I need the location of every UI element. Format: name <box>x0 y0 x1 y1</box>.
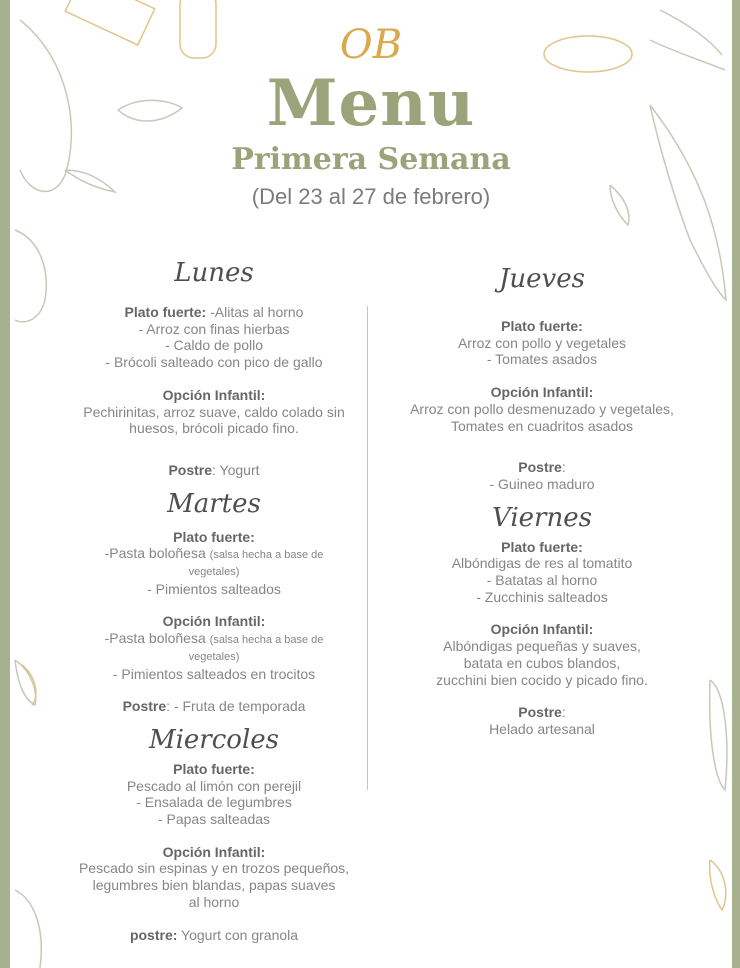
dish-note: (salsa hecha a base de <box>209 634 324 647</box>
dish-line: -Pasta boloñesa <box>104 630 210 647</box>
dessert-label: Postre <box>122 698 167 715</box>
dessert-separator: : <box>561 704 566 721</box>
main-dish-label: Plato fuerte: <box>501 538 583 555</box>
day-martes <box>54 487 374 715</box>
dish-line: -Pasta boloñesa <box>104 545 210 562</box>
day-lunes <box>54 256 374 479</box>
dish-line: - Papas salteadas <box>157 811 271 828</box>
main-dish <box>382 318 702 368</box>
day-heading: Miercoles <box>148 724 279 755</box>
dish-line: al horno <box>188 893 240 910</box>
dessert <box>382 459 702 492</box>
dish-note: vegetales) <box>188 650 240 663</box>
main-dish-label: Plato fuerte: <box>124 304 207 320</box>
dessert-label: postre: <box>129 926 178 943</box>
dessert-value: Yogurt con granola <box>177 926 299 943</box>
kids-option <box>54 387 374 437</box>
kids-option <box>382 621 702 688</box>
dessert-label: Postre <box>168 461 213 478</box>
right-column <box>382 262 702 754</box>
kids-option <box>54 844 374 911</box>
dish-line: - Pimientos salteados en trocitos <box>112 665 316 682</box>
kids-option-label: Opción Infantil: <box>162 386 266 403</box>
date-range: (Del 23 al 27 de febrero) <box>251 184 491 209</box>
dish-note: (salsa hecha a base de <box>209 549 324 562</box>
week-subtitle: Primera Semana <box>231 142 511 177</box>
dessert-separator: : <box>561 459 566 476</box>
dish-line: batata en cubos blandos, <box>463 654 621 671</box>
dish-line: Pescado al limón con perejil <box>126 777 302 794</box>
menu-page <box>10 0 732 968</box>
dessert-value: : - Fruta de temporada <box>166 698 306 715</box>
dish-line: Albóndigas de res al tomatito <box>451 555 633 572</box>
kids-option <box>382 384 702 434</box>
dessert <box>54 698 374 715</box>
dessert-value: : Yogurt <box>212 461 260 478</box>
dish-line: Arroz con pollo desmenuzado y vegetales, <box>410 400 674 417</box>
dish-line: - Arroz con finas hierbas <box>138 320 290 337</box>
dish-line: - Zucchinis salteados <box>476 588 608 605</box>
dish-line: - Batatas al horno <box>486 572 598 589</box>
dish-line: - Ensalada de legumbres <box>136 794 292 811</box>
main-dish-label: Plato fuerte: <box>173 760 255 777</box>
kids-option-label: Opción Infantil: <box>162 613 266 630</box>
main-dish-label: Plato fuerte: <box>501 318 583 334</box>
dish-line: - Brócoli salteado con pico de gallo <box>105 354 323 371</box>
day-heading: Martes <box>167 488 261 519</box>
dessert <box>54 927 374 944</box>
kids-option-label: Opción Infantil: <box>490 384 594 401</box>
dessert-value: - Guineo maduro <box>489 475 595 492</box>
day-heading: Jueves <box>499 264 585 294</box>
page-title: Menu <box>266 66 476 141</box>
dish-line: zucchini bien cocido y picado fino. <box>436 671 648 688</box>
kids-option-label: Opción Infantil: <box>490 621 594 638</box>
day-heading: Lunes <box>174 258 254 288</box>
dish-line: - Tomates asados <box>486 351 598 368</box>
dessert <box>382 704 702 737</box>
dish-line: - Pimientos salteados <box>147 580 281 597</box>
day-miercoles <box>54 723 374 943</box>
day-viernes <box>382 501 702 738</box>
dish-line: Pescado sin espinas y en trozos pequeños, <box>78 860 350 877</box>
main-dish <box>54 304 374 371</box>
main-dish <box>382 539 702 606</box>
dish-line: huesos, brócoli picado fino. <box>129 420 299 437</box>
dish-line: - Caldo de pollo <box>164 337 264 354</box>
dish-line: Albóndigas pequeñas y suaves, <box>443 638 641 655</box>
kids-option <box>54 613 374 682</box>
dessert-value: Helado artesanal <box>489 720 595 737</box>
main-dish-label: Plato fuerte: <box>173 528 255 545</box>
dessert-label: Postre <box>518 704 562 721</box>
dish-line: legumbres bien blandas, papas suaves <box>92 877 336 894</box>
dish-line: Tomates en cuadritos asados <box>450 417 634 434</box>
dish-line: Arroz con pollo y vegetales <box>457 334 627 351</box>
left-column <box>54 256 374 959</box>
kids-option-label: Opción Infantil: <box>162 843 266 860</box>
brand-logo: OB <box>339 22 403 68</box>
dish-note: vegetales) <box>188 566 240 579</box>
day-jueves <box>382 262 702 493</box>
dessert <box>54 462 374 479</box>
dish-line: -Alitas al horno <box>206 304 304 320</box>
dessert-label: Postre <box>518 459 562 476</box>
main-dish <box>54 761 374 828</box>
day-heading: Viernes <box>492 502 592 533</box>
dish-line: Pechirinitas, arroz suave, caldo colado sin <box>83 403 345 420</box>
main-dish <box>54 529 374 598</box>
